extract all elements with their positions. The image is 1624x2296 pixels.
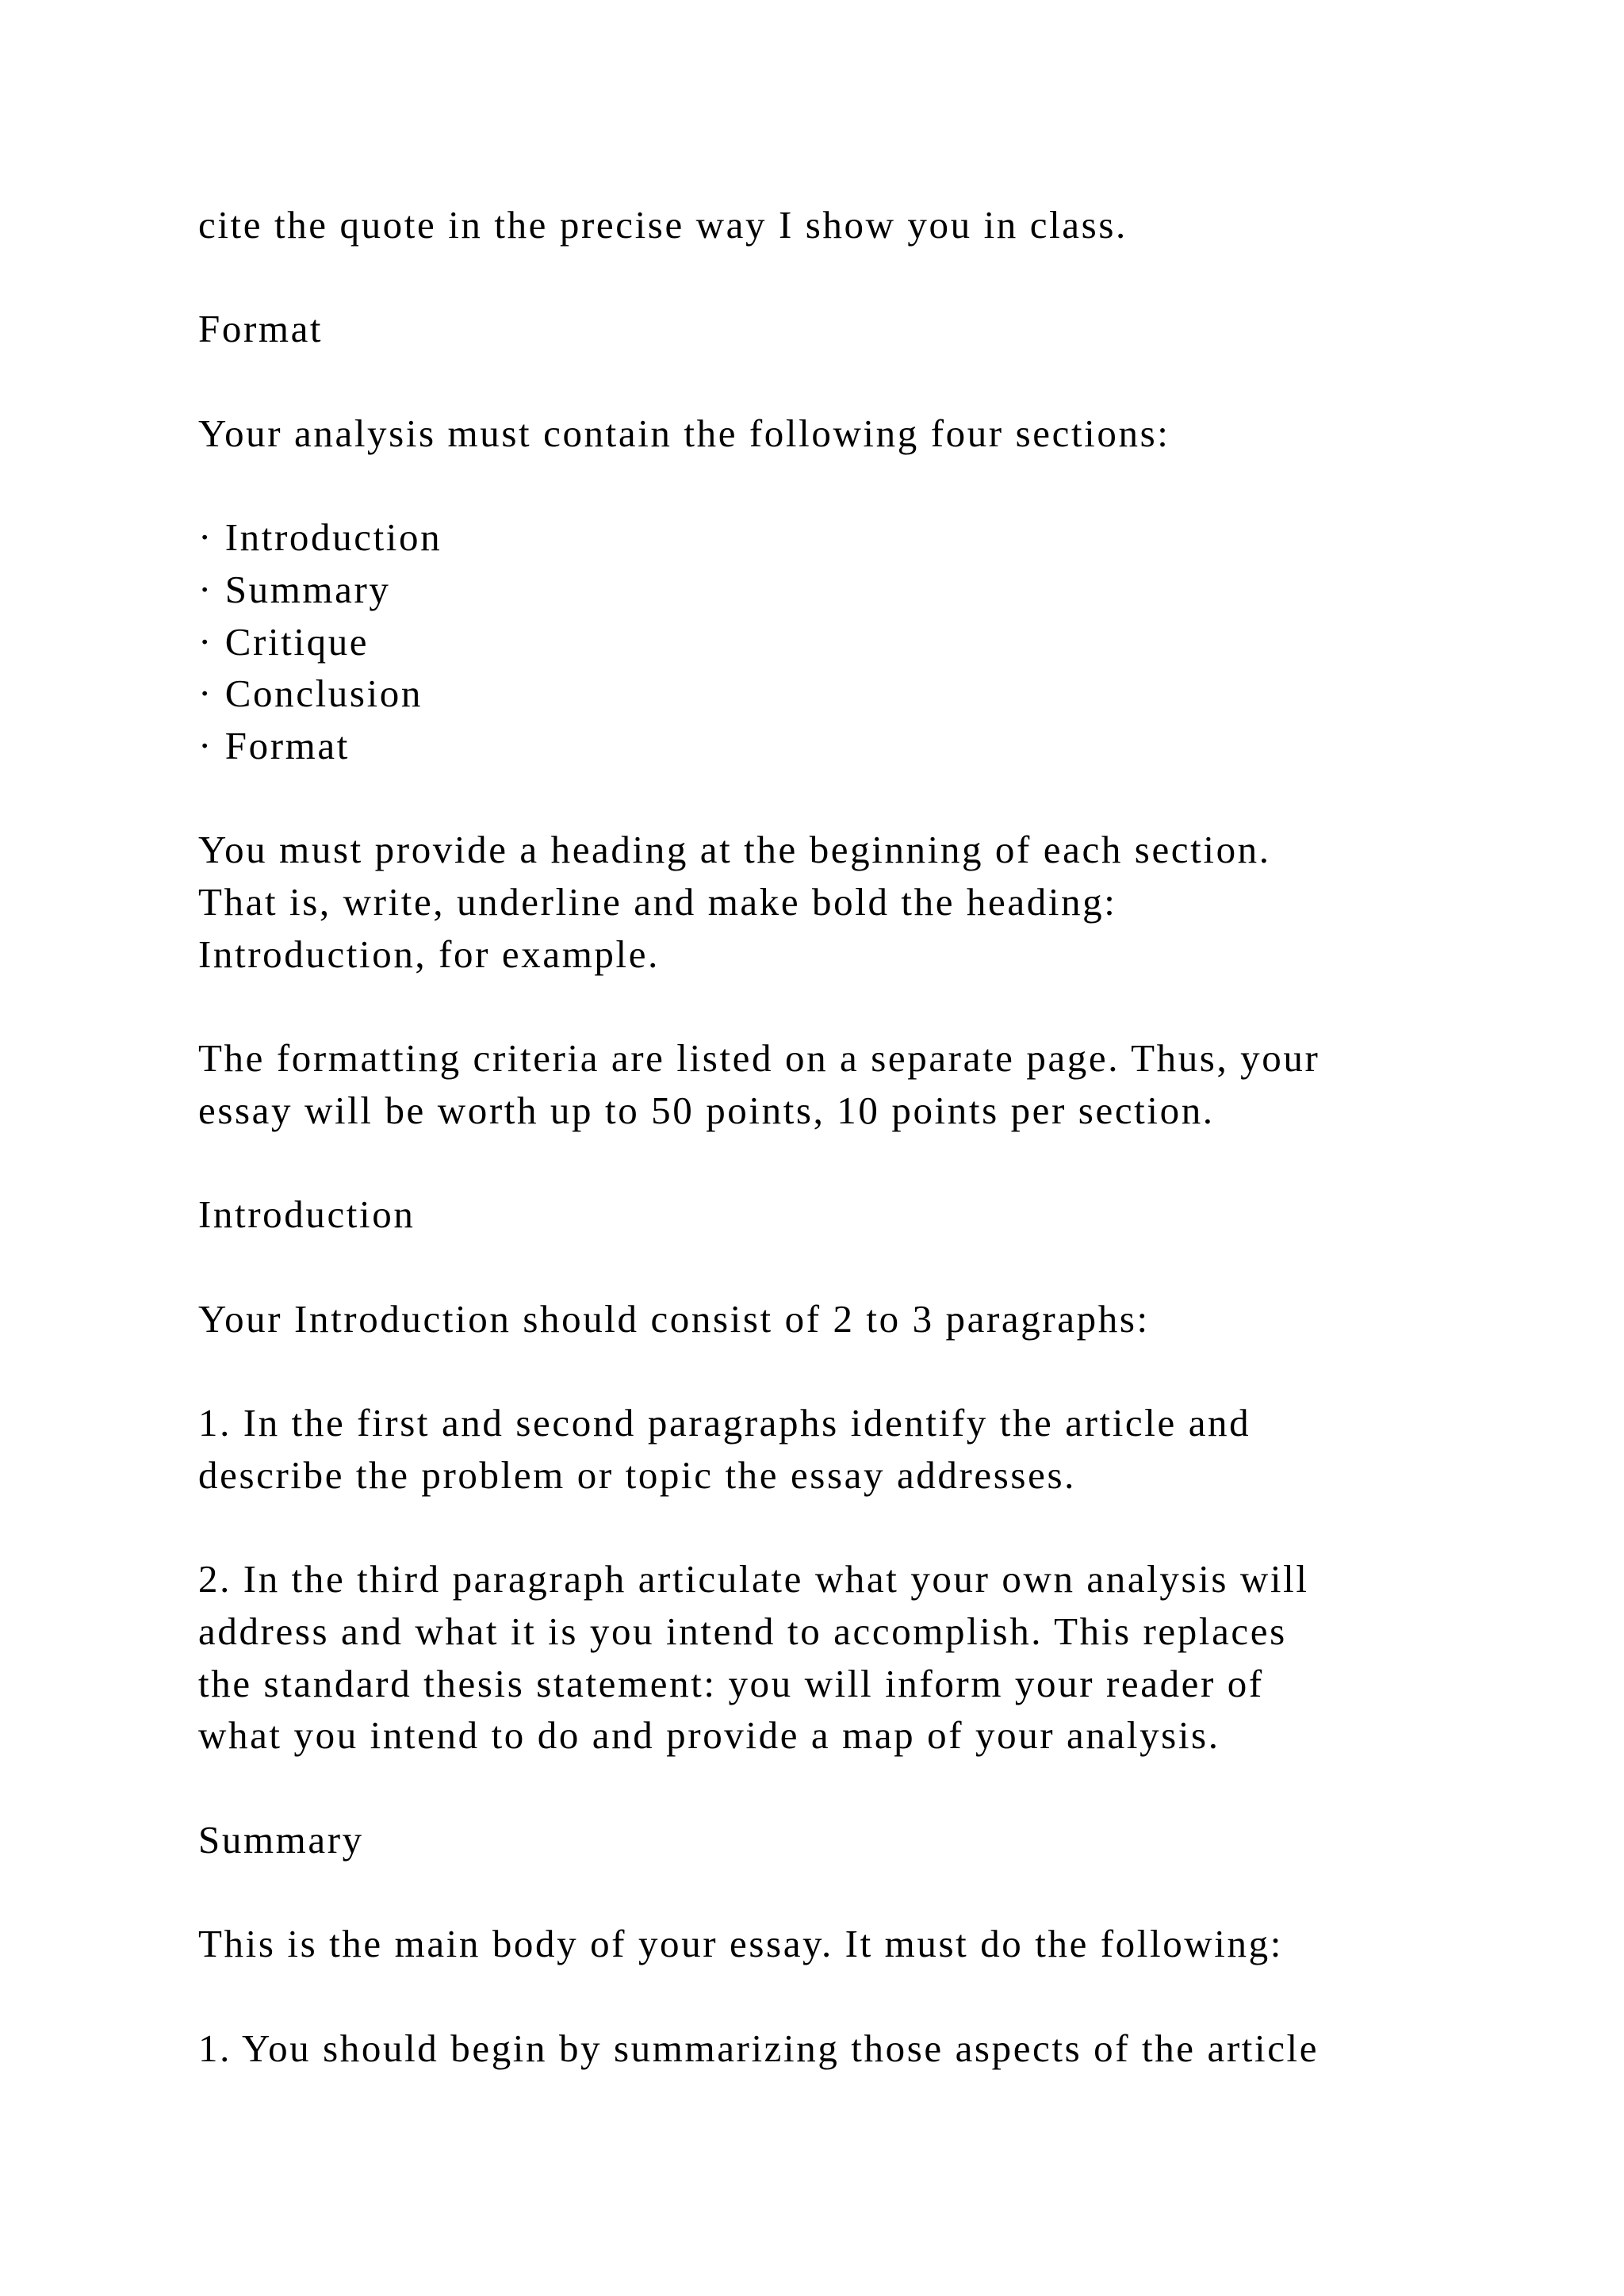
- text-line: cite the quote in the precise way I show you in class.: [198, 203, 1128, 247]
- numbered-item: 2. In the third paragraph articulate what your own analysis will: [198, 1557, 1309, 1601]
- text-line: describe the problem or topic the essay addresses.: [198, 1453, 1076, 1497]
- section-label-format: Format: [198, 307, 324, 350]
- text-line: essay will be worth up to 50 points, 10 points per section.: [198, 1089, 1215, 1132]
- text-line: what you intend to do and provide a map of your analysis.: [198, 1713, 1220, 1757]
- section-label-summary: Summary: [198, 1818, 364, 1862]
- list-item: · Critique: [198, 620, 370, 664]
- numbered-item: 1. You should begin by summarizing those aspects of the article: [198, 2026, 1320, 2070]
- text-line: The formatting criteria are listed on a separate page. Thus, your: [198, 1036, 1320, 1080]
- list-item: · Summary: [198, 568, 391, 611]
- text-line: the standard thesis statement: you will inform your reader of: [198, 1662, 1264, 1705]
- list-item: · Conclusion: [198, 672, 423, 715]
- text-line: This is the main body of your essay. It must do the following:: [198, 1922, 1283, 1965]
- numbered-item: 1. In the first and second paragraphs identify the article and: [198, 1401, 1251, 1445]
- text-line: Introduction, for example.: [198, 932, 660, 976]
- text-line: You must provide a heading at the beginning of each section.: [198, 828, 1271, 871]
- list-item: · Format: [198, 724, 350, 767]
- text-line: That is, write, underline and make bold the heading:: [198, 880, 1117, 924]
- list-item: · Introduction: [198, 515, 442, 559]
- text-line: address and what it is you intend to accomplish. This replaces: [198, 1609, 1287, 1653]
- text-line: Your analysis must contain the following four sections:: [198, 411, 1170, 455]
- text-line: Your Introduction should consist of 2 to 3 paragraphs:: [198, 1297, 1150, 1341]
- section-label-introduction: Introduction: [198, 1192, 416, 1236]
